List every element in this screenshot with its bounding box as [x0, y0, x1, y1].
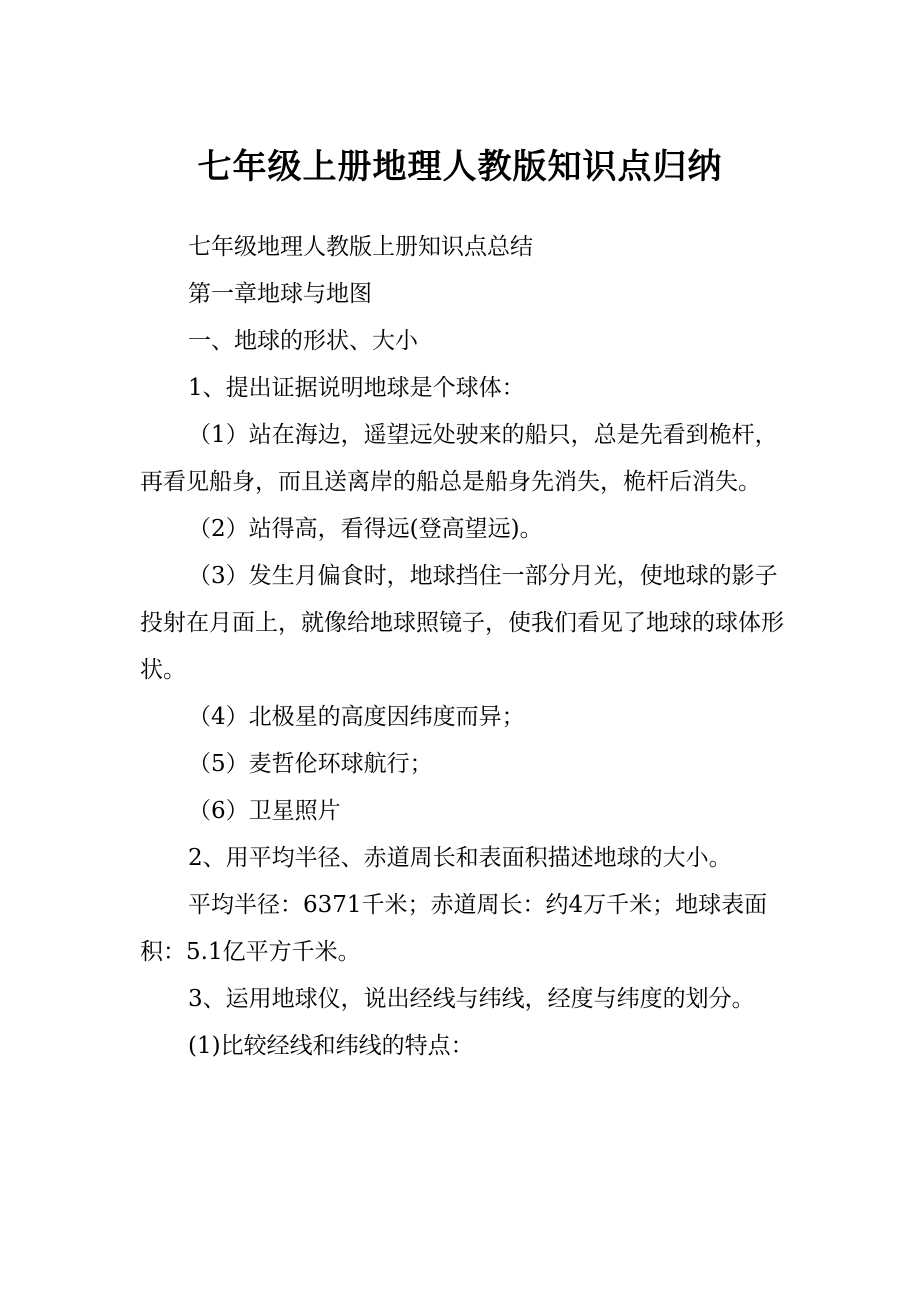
paragraph-evidence-3: （3）发生月偏食时，地球挡住一部分月光，使地球的影子投射在月面上，就像给地球照镜子，使我们看见了地球的球体形状。: [140, 563, 784, 683]
paragraph-subitem-1: (1)比较经线和纬线的特点：: [188, 1033, 474, 1059]
document-body: [140, 224, 790, 1070]
paragraph-evidence-6: （6）卫星照片: [188, 798, 341, 824]
paragraph-section-heading: 一、地球的形状、大小: [188, 328, 418, 354]
paragraph-subtitle: 七年级地理人教版上册知识点总结: [188, 234, 533, 260]
paragraph-chapter-heading: 第一章地球与地图: [188, 281, 372, 307]
paragraph-item-2: 2、用平均半径、赤道周长和表面积描述地球的大小。: [188, 845, 732, 871]
paragraph-evidence-2: （2）站得高，看得远(登高望远)。: [188, 516, 543, 542]
paragraph-evidence-5: （5）麦哲伦环球航行；: [188, 751, 433, 777]
paragraph-item-1: 1、提出证据说明地球是个球体：: [188, 375, 525, 401]
document-title: 七年级上册地理人教版知识点归纳: [197, 147, 723, 187]
paragraph-evidence-1: （1）站在海边，遥望远处驶来的船只，总是先看到桅杆，再看见船身，而且送离岸的船总是船身先消失，桅杆后消失。: [140, 422, 778, 495]
paragraph-evidence-4: （4）北极星的高度因纬度而异；: [188, 704, 525, 730]
paragraph-item-3: 3、运用地球仪，说出经线与纬线，经度与纬度的划分。: [188, 986, 755, 1012]
paragraph-earth-size: 平均半径：6371千米；赤道周长：约4万千米；地球表面积：5.1亿平方千米。: [140, 892, 768, 965]
